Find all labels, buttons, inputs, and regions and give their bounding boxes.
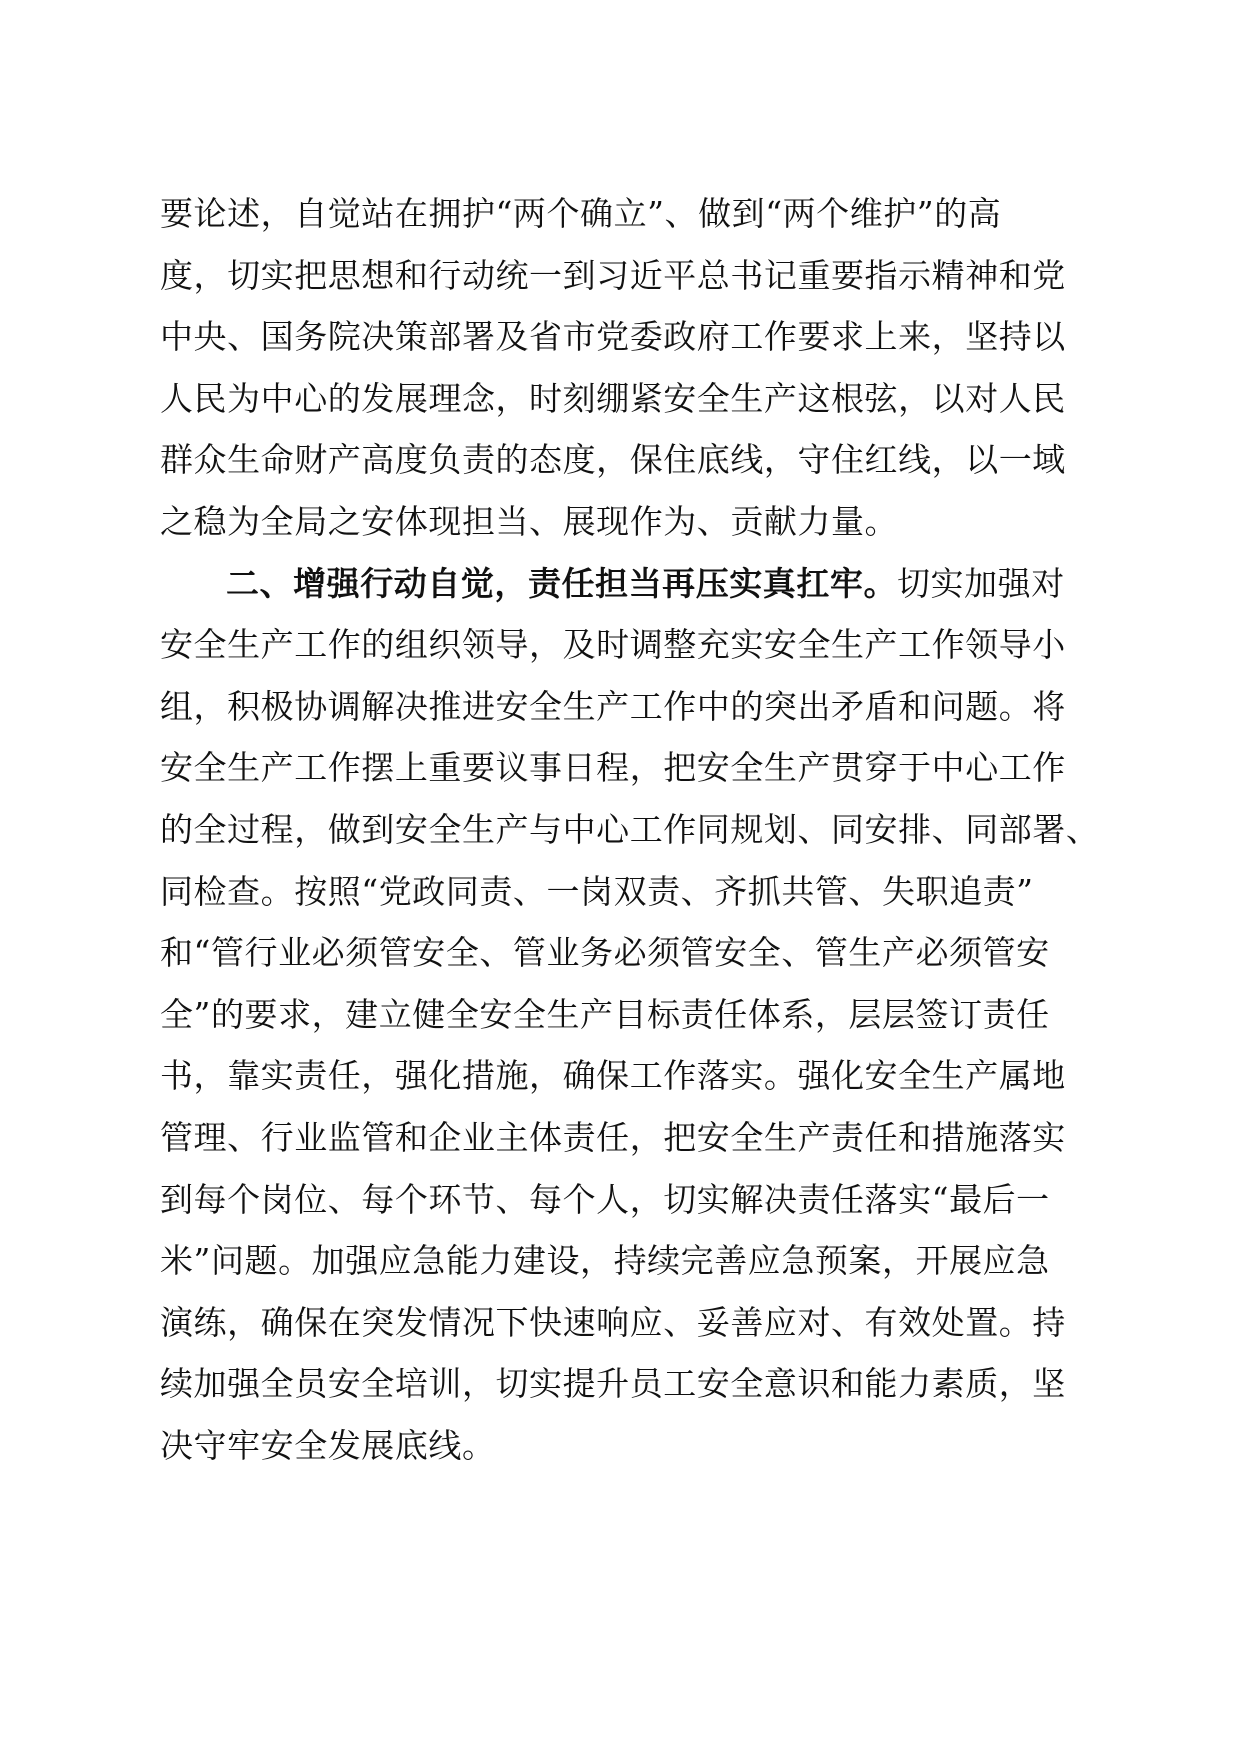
text-line: 和“管行业必须管安全、管业务必须管安全、管生产必须管安 (160, 933, 1050, 973)
text-line: 书，靠实责任，强化措施，确保工作落实。强化安全生产属地 (160, 1056, 1066, 1096)
text-line: 要论述，自觉站在拥护“两个确立”、做到“两个维护”的高 (160, 194, 1002, 233)
text-line: 群众生命财产高度负责的态度，保住底线，守住红线，以一域 (160, 440, 1066, 480)
text-line: 中央、国务院决策部署及省市党委政府工作要求上来，坚持以 (160, 317, 1066, 357)
text-line: 米”问题。加强应急能力建设，持续完善应急预案，开展应急 (160, 1241, 1050, 1281)
text-line: 续加强全员安全培训，切实提升员工安全意识和能力素质，坚 (160, 1364, 1066, 1404)
text-line: 同检查。按照“党政同责、一岗双责、齐抓共管、失职追责” (160, 871, 1034, 911)
text-line: 全”的要求，建立健全安全生产目标责任体系，层层签订责任 (160, 994, 1050, 1034)
text-line: 安全生产工作摆上重要议事日程，把安全生产贯穿于中心工作 (160, 748, 1066, 788)
paragraph-2 (160, 553, 1120, 1477)
text-line: 到每个岗位、每个环节、每个人，切实解决责任落实“最后一 (160, 1179, 1050, 1219)
text-line-first (160, 553, 1120, 615)
body-text (160, 183, 1120, 1476)
text-line: 决守牢安全发展底线。 (160, 1425, 496, 1465)
text-line: 之稳为全局之安体现担当、展现作为、贡献力量。 (160, 501, 899, 541)
section-heading: 二、增强行动自觉，责任担当再压实真扛牢。 (226, 563, 897, 603)
text-line: 演练，确保在突发情况下快速响应、妥善应对、有效处置。持 (160, 1302, 1066, 1342)
text-line: 度，切实把思想和行动统一到习近平总书记重要指示精神和党 (160, 255, 1066, 295)
text-line: 安全生产工作的组织领导，及时调整充实安全生产工作领导小 (160, 625, 1066, 665)
text-line: 人民为中心的发展理念，时刻绷紧安全生产这根弦，以对人民 (160, 378, 1066, 418)
text-line: 组，积极协调解决推进安全生产工作中的突出矛盾和问题。将 (160, 686, 1066, 726)
text-line: 管理、行业监管和企业主体责任，把安全生产责任和措施落实 (160, 1117, 1066, 1157)
text-line: 的全过程，做到安全生产与中心工作同规划、同安排、同部署、 (160, 809, 1100, 849)
heading-line-rest: 切实加强对 (897, 563, 1065, 603)
paragraph-1 (160, 183, 1120, 553)
